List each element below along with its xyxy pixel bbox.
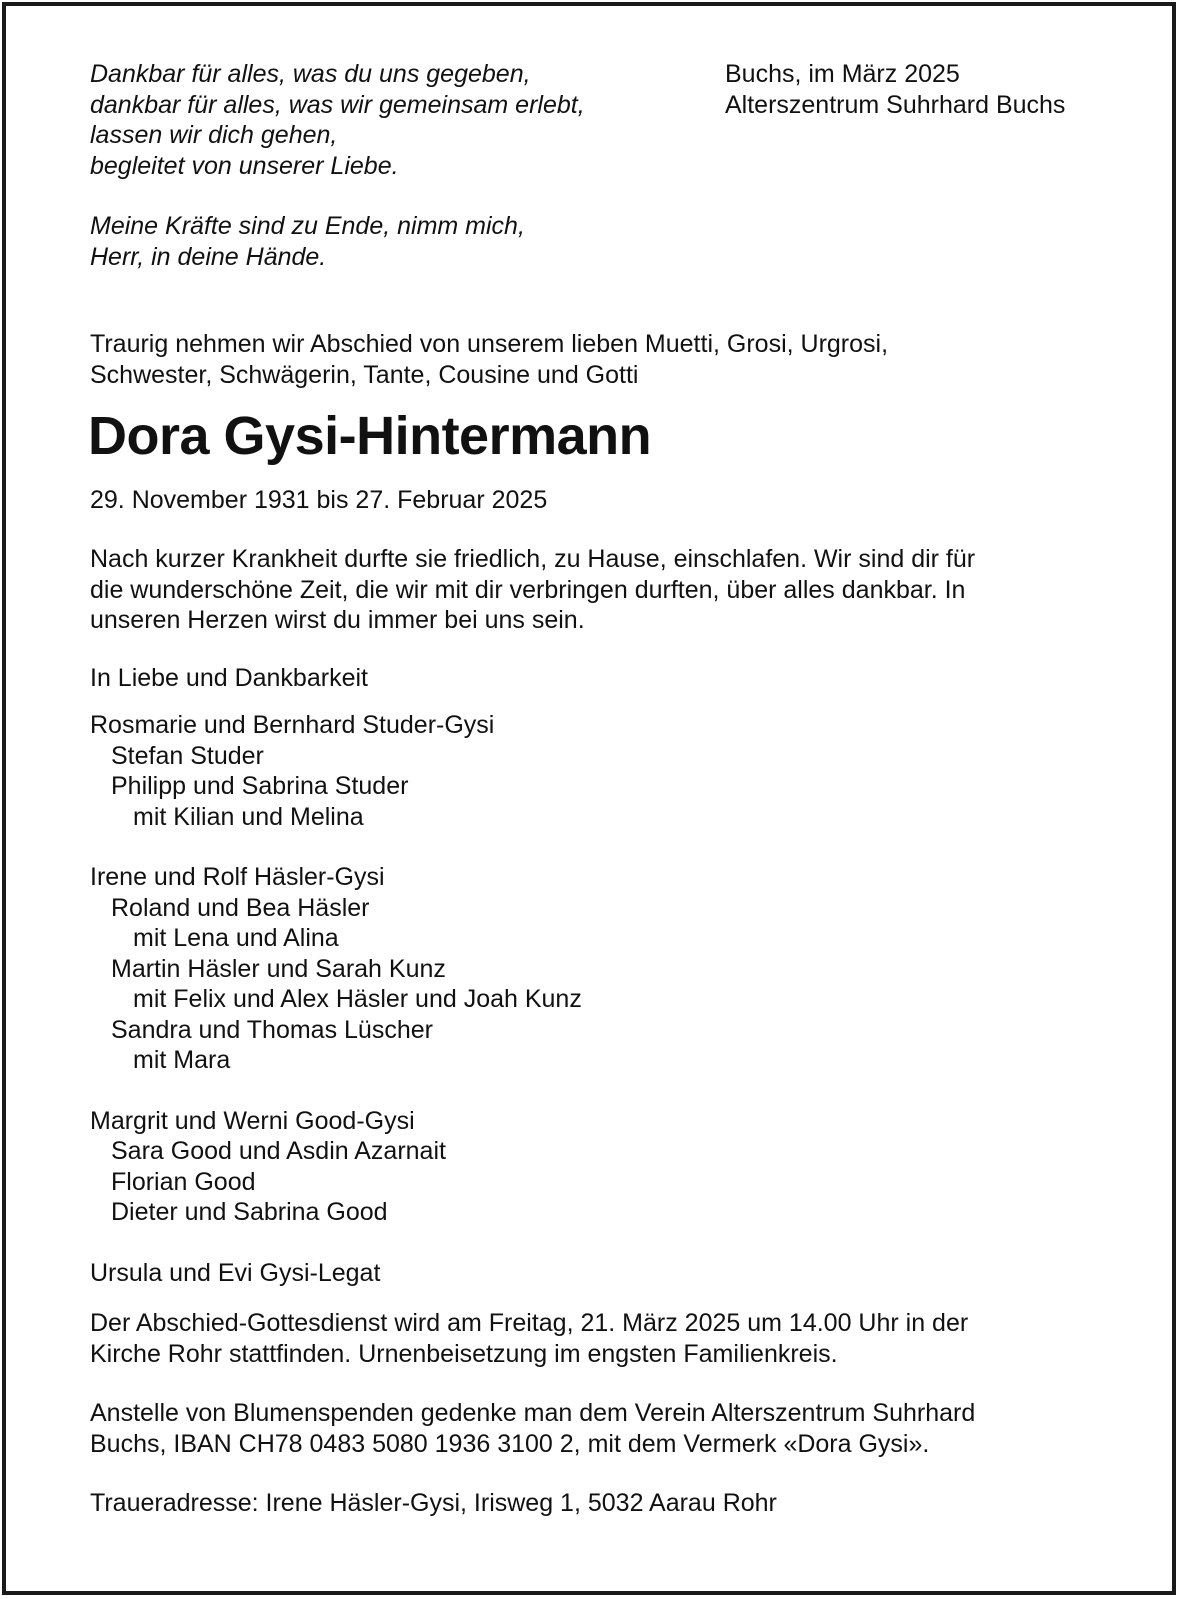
poem-line: Herr, in deine Hände. xyxy=(90,242,327,271)
mourner-group xyxy=(90,1106,1090,1228)
deceased-name: Dora Gysi-Hintermann xyxy=(88,406,652,466)
poem-line: dankbar für alles, was wir gemeinsam erlebt, xyxy=(90,90,585,119)
poem xyxy=(90,59,690,272)
mourning-address: Traueradresse: Irene Häsler-Gysi, Irisweg 1, 5032 Aarau Rohr xyxy=(90,1489,777,1517)
poem-line: lassen wir dich gehen, xyxy=(90,121,338,149)
obituary-notice xyxy=(2,2,1176,1595)
mourner-entry: Margrit und Werni Good-Gysi xyxy=(90,1106,415,1135)
mourner-group xyxy=(90,862,1090,1076)
poem-stanza xyxy=(90,211,690,272)
message-line: unseren Herzen wirst du immer bei uns sein. xyxy=(90,606,585,634)
mourner-entry: Rosmarie und Bernhard Studer-Gysi xyxy=(90,711,495,739)
donation-line: Anstelle von Blumenspenden gedenke man dem Verein Alterszentrum Suhrhard xyxy=(90,1399,976,1427)
place-institution-line: Alterszentrum Suhrhard Buchs xyxy=(725,90,1066,119)
mourner-entry: Florian Good xyxy=(111,1167,256,1196)
service-line: Der Abschied-Gottesdienst wird am Freitag, 21. März 2025 um 14.00 Uhr in der xyxy=(90,1309,969,1337)
closing-phrase: In Liebe und Dankbarkeit xyxy=(90,664,368,692)
mourner-entry: mit Kilian und Melina xyxy=(133,802,364,831)
intro-text xyxy=(90,329,1090,390)
mourner-entry: mit Mara xyxy=(133,1046,231,1074)
mourner-entry: mit Lena und Alina xyxy=(133,924,339,952)
poem-line: Meine Kräfte sind zu Ende, nimm mich, xyxy=(90,212,525,240)
mourner-entry: Sara Good und Asdin Azarnait xyxy=(111,1137,446,1165)
poem-stanza xyxy=(90,59,690,181)
intro-line: Schwester, Schwägerin, Tante, Cousine und Gotti xyxy=(90,360,639,389)
service-line: Kirche Rohr stattfinden. Urnenbeisetzung im engsten Familienkreis. xyxy=(90,1339,838,1368)
mourner-entry: Stefan Studer xyxy=(111,741,264,770)
mourner-group xyxy=(90,1258,1090,1289)
message-line: Nach kurzer Krankheit durfte sie friedlich, zu Hause, einschlafen. Wir sind dir für xyxy=(90,545,976,573)
poem-line: begleitet von unserer Liebe. xyxy=(90,151,399,180)
mourner-group xyxy=(90,710,1090,832)
mourner-entry: Ursula und Evi Gysi-Legat xyxy=(90,1258,381,1287)
mourner-entry: Roland und Bea Häsler xyxy=(111,893,370,922)
donation-line: Buchs, IBAN CH78 0483 5080 1936 3100 2, mit dem Vermerk «Dora Gysi». xyxy=(90,1429,930,1458)
mourner-entry: Martin Häsler und Sarah Kunz xyxy=(111,954,446,983)
place-date-line: Buchs, im März 2025 xyxy=(725,60,960,88)
farewell-message xyxy=(90,544,1090,636)
intro-line: Traurig nehmen wir Abschied von unserem lieben Muetti, Grosi, Urgrosi, xyxy=(90,330,889,358)
poem-line: Dankbar für alles, was du uns gegeben, xyxy=(90,60,531,88)
mourner-entry: Irene und Rolf Häsler-Gysi xyxy=(90,863,385,891)
place-and-date xyxy=(725,59,1145,120)
mourners-list xyxy=(90,710,1090,1288)
donation-info xyxy=(90,1398,1090,1459)
mourner-entry: Philipp und Sabrina Studer xyxy=(111,772,409,800)
service-info xyxy=(90,1308,1090,1369)
message-line: die wunderschöne Zeit, die wir mit dir verbringen durften, über alles dankbar. In xyxy=(90,575,966,604)
life-dates: 29. November 1931 bis 27. Februar 2025 xyxy=(90,486,548,514)
mourner-entry: Dieter und Sabrina Good xyxy=(111,1198,388,1226)
mourner-entry: Sandra und Thomas Lüscher xyxy=(111,1015,433,1044)
mourner-entry: mit Felix und Alex Häsler und Joah Kunz xyxy=(133,985,582,1013)
